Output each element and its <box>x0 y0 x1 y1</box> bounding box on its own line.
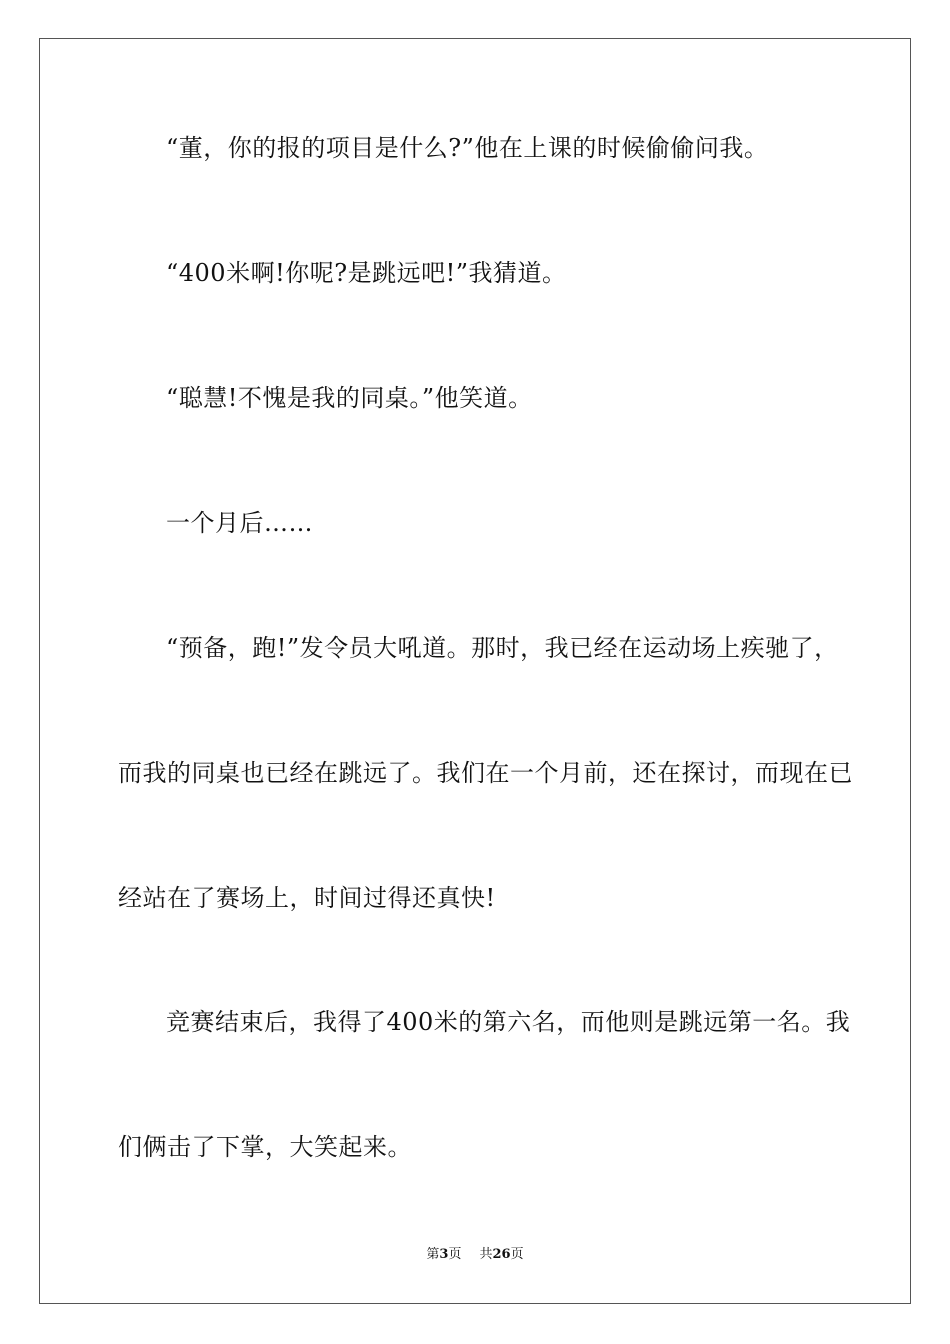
page-number: 3 <box>439 1247 449 1262</box>
paragraph-line-3: “聪慧!不愧是我的同桌。”他笑道。 <box>166 384 533 412</box>
paragraph-line-8: 竞赛结束后，我得了400米的第六名，而他则是跳远第一名。我 <box>166 1008 851 1036</box>
total-pages: 26 <box>492 1247 511 1262</box>
paragraph-line-7: 经站在了赛场上，时间过得还真快! <box>118 884 496 912</box>
paragraph-line-6: 而我的同桌也已经在跳远了。我们在一个月前，还在探讨，而现在已 <box>118 759 853 787</box>
page-border <box>39 38 911 1304</box>
paragraph-line-2: “400米啊!你呢?是跳远吧!”我猜道。 <box>166 259 567 287</box>
paragraph-line-4: 一个月后…… <box>166 509 313 537</box>
page-footer <box>0 1246 950 1264</box>
total-prefix: 共 <box>479 1247 493 1262</box>
paragraph-line-1: “董，你的报的项目是什么?”他在上课的时候偷偷问我。 <box>166 134 769 162</box>
paragraph-line-9: 们俩击了下掌，大笑起来。 <box>118 1133 412 1161</box>
paragraph-line-5: “预备，跑!”发令员大吼道。那时，我已经在运动场上疾驰了， <box>166 634 839 662</box>
page-prefix: 第 <box>426 1247 440 1262</box>
page-suffix: 页 <box>448 1247 462 1262</box>
total-suffix: 页 <box>510 1247 524 1262</box>
